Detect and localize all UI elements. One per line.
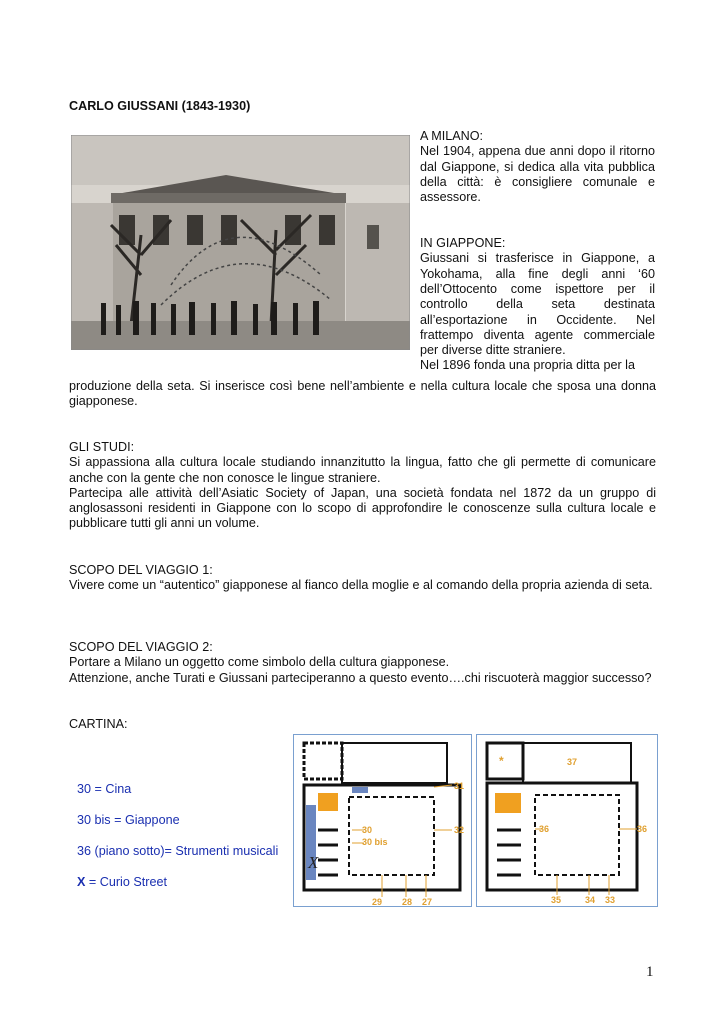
giappone-heading: IN GIAPPONE: xyxy=(420,236,506,251)
map2-label-33: 33 xyxy=(605,895,616,905)
legend-cina: 30 = Cina xyxy=(77,782,132,796)
map1-label-x: X xyxy=(308,853,319,872)
map2-label-36-right: 36 xyxy=(637,824,648,834)
studi-heading: GLI STUDI: xyxy=(69,440,135,454)
map1-label-29: 29 xyxy=(372,897,383,906)
map1-label-30: 30 xyxy=(362,825,373,835)
map1-label-27: 27 xyxy=(422,897,433,906)
page-title: CARLO GIUSSANI (1843-1930) xyxy=(69,99,251,113)
scopo2-section xyxy=(69,640,656,686)
right-column xyxy=(420,129,655,374)
giappone-line-start: Nel 1896 fonda una propria ditta per la xyxy=(420,358,635,373)
map1-label-28: 28 xyxy=(402,897,413,906)
map1-label-31: 31 xyxy=(454,781,465,791)
studi-section xyxy=(69,440,656,532)
map1-label-32: 32 xyxy=(454,825,465,835)
scopo1-heading: SCOPO DEL VIAGGIO 1: xyxy=(69,563,213,577)
giappone-continuation xyxy=(69,379,656,410)
legend-x-text: = Curio Street xyxy=(85,875,167,889)
milano-text: Nel 1904, appena due anni dopo il ritorno dal Giappone, si dedica alla vita pubblica della città: è consigliere comunale e assessore. xyxy=(420,144,655,205)
map2-label-star: * xyxy=(499,754,504,768)
floor-plan-2 xyxy=(476,734,658,907)
scopo1-section xyxy=(69,563,656,594)
page-number: 1 xyxy=(646,964,654,980)
scopo2-paragraph-1: Portare a Milano un oggetto come simbolo della cultura giapponese. xyxy=(69,655,450,670)
scopo2-heading: SCOPO DEL VIAGGIO 2: xyxy=(69,640,213,654)
map2-label-35: 35 xyxy=(551,895,562,905)
milano-heading: A MILANO: xyxy=(420,129,483,143)
building-photo xyxy=(71,135,410,350)
giappone-text: Giussani si trasferisce in Giappone, a Yokohama, alla fine degli anni ‘60 dell’Ottocento come ispettore per il controllo della seta destinata all’esportazione in Occidente. Nel frattempo diventa agente commerciale per diverse ditte straniere. xyxy=(420,251,655,358)
legend-curio-street xyxy=(77,875,167,890)
studi-paragraph-1: Si appassiona alla cultura locale studiando innanzitutto la lingua, fatto che gli permette di comunicare anche con la gente che non conosce le lingue straniere. xyxy=(69,455,656,485)
giappone-cont-text: produzione della seta. Si inserisce così bene nell’ambiente e nella cultura locale che sposa una donna giapponese. xyxy=(69,379,656,409)
legend-giappone: 30 bis = Giappone xyxy=(77,813,180,827)
studi-paragraph-2: Partecipa alle attività dell’Asiatic Society of Japan, una società fondata nel 1872 da un gruppo di anglosassoni residenti in Giappone con lo scopo di approfondire le conoscenze sulla cultura locale e pubblicare tutti gli anni un volume. xyxy=(69,485,656,531)
floor-plan-1 xyxy=(293,734,472,907)
legend-x-key: X xyxy=(77,875,86,889)
map2-label-34: 34 xyxy=(585,895,596,905)
map1-label-30bis: 30 bis xyxy=(362,837,388,847)
legend-strumenti: 36 (piano sotto)= Strumenti musicali xyxy=(77,844,279,858)
scopo2-paragraph-2: Attenzione, anche Turati e Giussani parteciperanno a questo evento….chi riscuoterà maggior successo? xyxy=(69,670,652,685)
scopo1-text: Vivere come un “autentico” giapponese al fianco della moglie e al comando della propria azienda di seta. xyxy=(69,578,653,593)
map2-label-36-left: 36 xyxy=(539,824,550,834)
cartina-heading: CARTINA: xyxy=(69,717,128,731)
map2-label-37: 37 xyxy=(567,757,578,767)
